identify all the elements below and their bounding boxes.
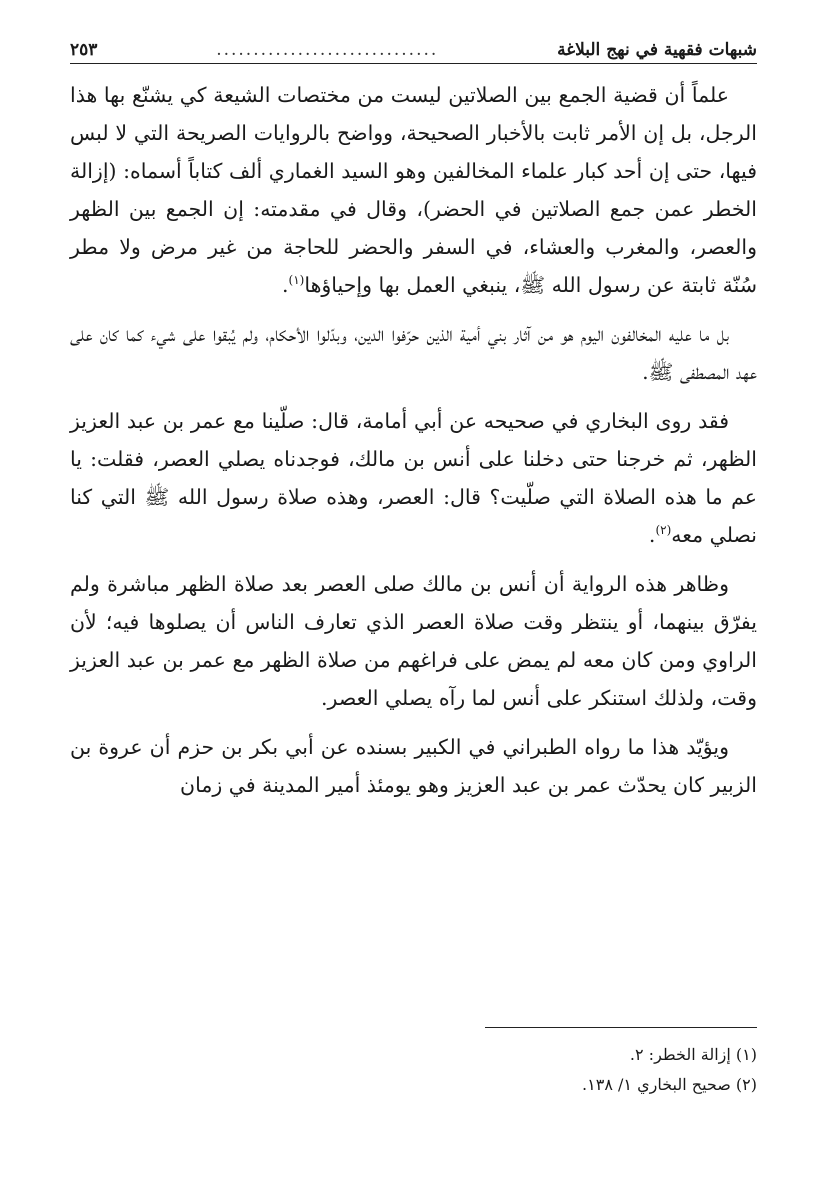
footnote-2: (٢) صحيح البخاري ١/ ١٣٨.: [582, 1075, 757, 1094]
footnote-ref: (١): [288, 273, 305, 288]
footnote-ref: (٢): [655, 523, 672, 538]
footnote-rule: [485, 1027, 757, 1028]
running-header: [70, 28, 757, 60]
paragraph: علماً أن قضية الجمع بين الصلاتين ليست من مختصات الشيعة كي يشنّع بها هذا الرجل، بل إن الأمر ثابت بالأخبار الصحيحة، وواضح بالروايات الصريحة التي لا لبس فيها، حتى إن أحد كبار علماء المخالفين وهو السيد الغماري ألف كتاباً أسماه: (إزالة الخطر عمن جمع الصلاتين في الحضر)، وقال في مقدمته: إن الجمع بين الظهر والعصر، والمغرب والعشاء، في السفر والحضر للحاجة من غير مرض ولا مطر سُنّة ثابتة عن رسول الله ﷺ، ينبغي العمل بها وإحياؤها$^{(١)}$.: [70, 83, 757, 297]
paragraph: فقد روى البخاري في صحيحه عن أبي أمامة، قال: صلّينا مع عمر بن عبد العزيز الظهر، ثم خرجنا حتى دخلنا على أنس بن مالك، فوجدناه يصلي العصر، فقلت: يا عم ما هذه الصلاة التي صلّيت؟ قال: العصر، وهذه صلاة رسول الله ﷺ التي كنا نصلي معه$^{(٢)}$.: [70, 409, 757, 547]
header-leader-dots: ..............................: [216, 40, 439, 60]
paragraph: وظاهر هذه الرواية أن أنس بن مالك صلى العصر بعد صلاة الظهر مباشرة ولم يفرّق بينهما، أو ينتظر وقت صلاة العصر الذي تعارف الناس أن يصلوها فيه؛ لأن الراوي ومن كان معه لم يمض على فراغهم من صلاة الظهر مع عمر بن عبد العزيز وقت، ولذلك استنكر على أنس لما رآه يصلي العصر.: [70, 572, 757, 710]
page-number: ٢٥٣: [70, 40, 98, 60]
header-rule: [70, 63, 757, 64]
main-text: [70, 76, 757, 815]
paragraph: ويؤيّد هذا ما رواه الطبراني في الكبير بسنده عن أبي بكر بن حزم أن عروة بن الزبير كان يحدّث عمر بن عبد العزيز وهو يومئذ أمير المدينة في زمان: [70, 735, 757, 797]
footnotes: [70, 1040, 757, 1100]
header-title: شبهات فقهية في نهج البلاغة: [557, 40, 757, 60]
footnote-1: (١) إزالة الخطر: ٢.: [629, 1045, 757, 1064]
paragraph: بل ما عليه المخالفون اليوم هو من آثار بني أمية الذين حرّفوا الدين، وبدّلوا الأحكام، ولم يُبقوا على شيء كما كان على عهد المصطفى ﷺ.: [70, 322, 757, 384]
